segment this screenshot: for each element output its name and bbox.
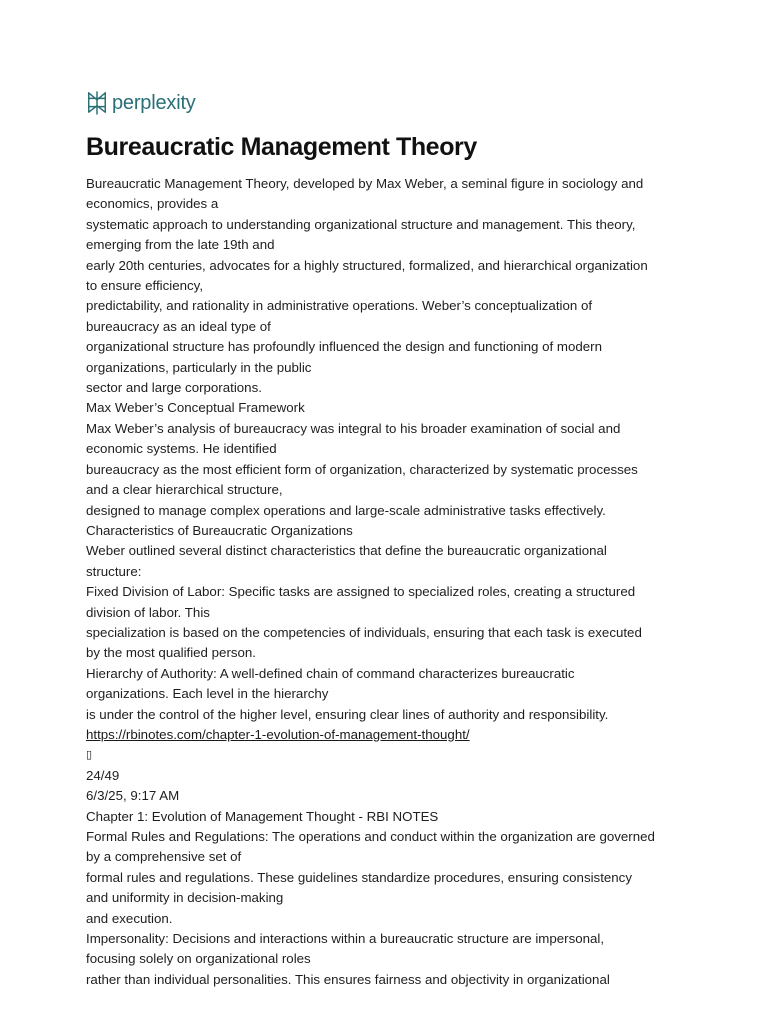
text-line: Impersonality: Decisions and interactions within a bureaucratic structure are impersonal, [86, 931, 605, 947]
text-line: sector and large corporations. [86, 380, 262, 396]
text-line: is under the control of the higher level, ensuring clear lines of authority and responsibility. [86, 706, 609, 722]
text-line: Weber outlined several distinct characteristics that define the bureaucratic organizational [86, 543, 607, 559]
text-line: Fixed Division of Labor: Specific tasks are assigned to specialized roles, creating a structured [86, 584, 636, 600]
text-line: emerging from the late 19th and [86, 237, 275, 253]
text-line: and uniformity in decision-making [86, 890, 284, 906]
brand-name: perplexity [112, 92, 196, 114]
text-line: Max Weber’s analysis of bureaucracy was integral to his broader examination of social and [86, 420, 621, 436]
text-line: structure: [86, 563, 142, 579]
perplexity-logo-icon [86, 91, 108, 115]
missing-glyph-icon: ▯ [86, 748, 93, 762]
text-line: rather than individual personalities. This ensures fairness and objectivity in organizational [86, 971, 610, 987]
text-line: Bureaucratic Management Theory, developed by Max Weber, a seminal figure in sociology and [86, 176, 644, 191]
text-line: specialization is based on the competencies of individuals, ensuring that each task is executed [86, 624, 642, 640]
source-link[interactable]: https://rbinotes.com/chapter-1-evolution-of-management-thought/ [86, 726, 470, 742]
document-title: Bureaucratic Management Theory [86, 133, 477, 161]
brand-header [86, 90, 686, 116]
timestamp: 6/3/25, 9:17 AM [86, 788, 180, 804]
section-heading: Characteristics of Bureaucratic Organizations [86, 522, 353, 538]
page-header-title: Chapter 1: Evolution of Management Thought - RBI NOTES [86, 808, 439, 824]
text-line: Hierarchy of Authority: A well-defined chain of command characterizes bureaucratic [86, 665, 575, 681]
text-line: and a clear hierarchical structure, [86, 482, 283, 498]
text-line: focusing solely on organizational roles [86, 951, 311, 967]
text-line: by a comprehensive set of [86, 849, 242, 865]
text-line: Formal Rules and Regulations: The operations and conduct within the organization are governed [86, 829, 655, 844]
document-page [86, 90, 686, 990]
text-line: economics, provides a [86, 196, 219, 212]
text-line: early 20th centuries, advocates for a highly structured, formalized, and hierarchical organization [86, 257, 648, 273]
text-line: predictability, and rationality in administrative operations. Weber’s conceptualization of [86, 298, 593, 314]
text-line: economic systems. He identified [86, 441, 277, 457]
text-line: organizational structure has profoundly influenced the design and functioning of modern [86, 339, 602, 355]
section-heading: Max Weber’s Conceptual Framework [86, 400, 305, 416]
text-line: organizations, particularly in the public [86, 359, 312, 375]
text-line: bureaucracy as the most efficient form of organization, characterized by systematic processes [86, 461, 638, 477]
document-body [86, 174, 686, 990]
text-line: to ensure efficiency, [86, 278, 204, 294]
page-counter: 24/49 [86, 767, 120, 783]
text-line: designed to manage complex operations and large-scale administrative tasks effectively. [86, 502, 606, 518]
text-line: systematic approach to understanding organizational structure and management. This theory, [86, 216, 636, 232]
text-line: organizations. Each level in the hierarchy [86, 686, 329, 702]
text-line: and execution. [86, 910, 173, 926]
text-line: by the most qualified person. [86, 645, 257, 661]
text-line: division of labor. This [86, 604, 210, 620]
text-line: bureaucracy as an ideal type of [86, 318, 271, 334]
text-line: formal rules and regulations. These guidelines standardize procedures, ensuring consistency [86, 869, 632, 885]
